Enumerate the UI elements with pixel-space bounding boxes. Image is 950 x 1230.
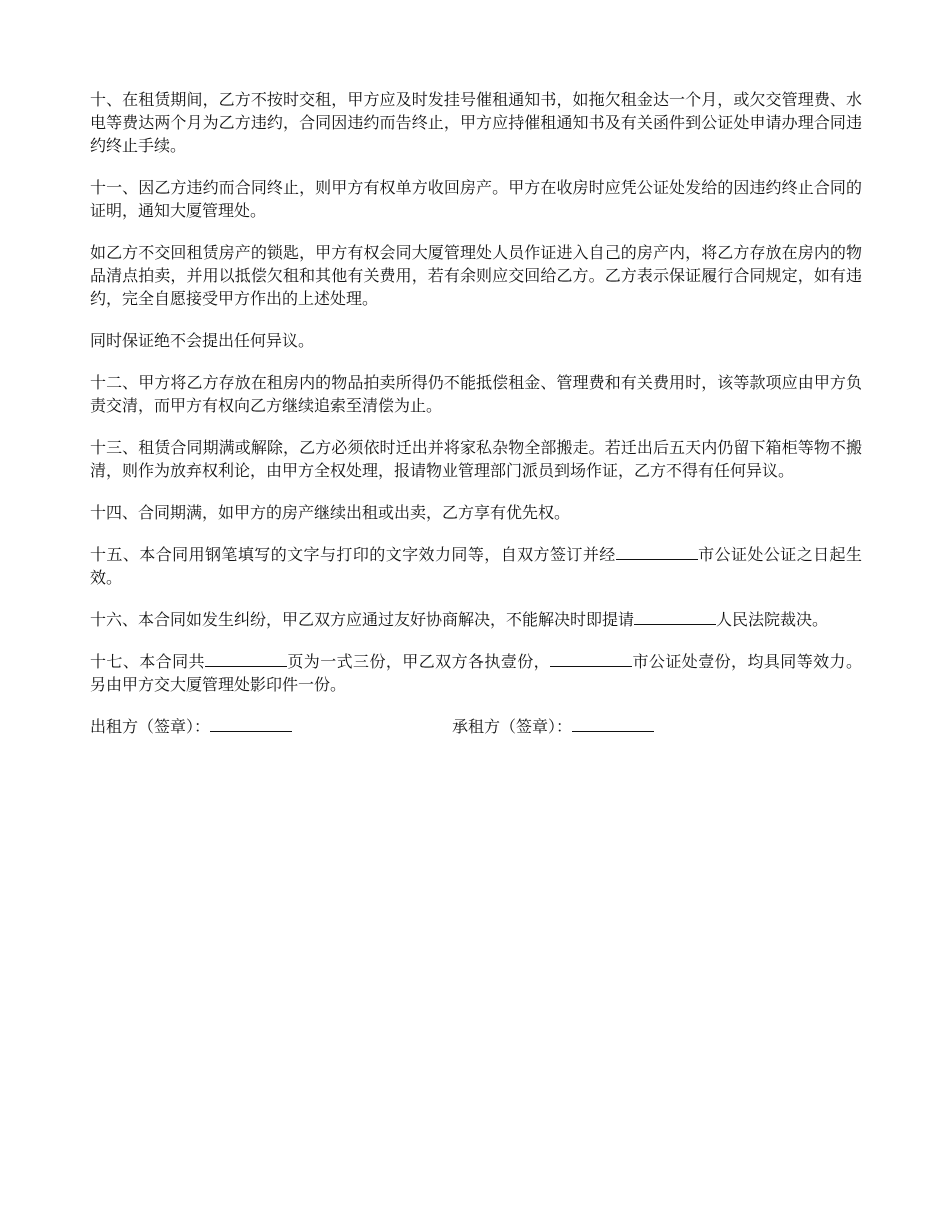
notary-city-blank-2[interactable] <box>550 651 632 667</box>
clause-11-no-objection: 同时保证绝不会提出任何异议。 <box>90 331 315 350</box>
clause-17-text-part3: 市公证处壹份，均具同等效力。另由甲方交大厦管理处影印件一份。 <box>90 652 862 694</box>
clause-14: 十四、合同期满，如甲方的房产继续出租或出卖，乙方享有优先权。 <box>90 503 571 522</box>
clause-16 <box>90 608 862 631</box>
clause-13: 十三、租赁合同期满或解除，乙方必须依时迁出并将家私杂物全部搬走。若迁出后五天内仍留下箱柜等物不搬清，则作为放弃权利论，由甲方全权处理，报请物业管理部门派员到场作证，乙方不得有任何异议。 <box>90 438 862 480</box>
contract-page <box>90 88 862 738</box>
court-blank[interactable] <box>634 609 716 625</box>
notary-city-blank[interactable] <box>616 544 698 560</box>
clause-12: 十二、甲方将乙方存放在租房内的物品拍卖所得仍不能抵偿租金、管理费和有关费用时，该等款项应由甲方负责交清，而甲方有权向乙方继续追索至清偿为止。 <box>90 373 862 415</box>
clause-11: 十一、因乙方违约而合同终止，则甲方有权单方收回房产。甲方在收房时应凭公证处发给的因违约终止合同的证明，通知大厦管理处。 <box>90 178 862 220</box>
clause-15-text-before: 十五、本合同用钢笔填写的文字与打印的文字效力同等，自双方签订并经 <box>90 545 616 564</box>
clause-16-text-after: 人民法院裁决。 <box>716 610 829 629</box>
page-count-blank[interactable] <box>205 651 287 667</box>
lessor-signature-blank[interactable] <box>210 716 292 732</box>
clause-17-text-part2: 页为一式三份，甲乙双方各执壹份， <box>286 652 551 671</box>
lessor-signature <box>90 715 452 738</box>
signature-row <box>90 715 862 738</box>
clause-10: 十、在租赁期间，乙方不按时交租，甲方应及时发挂号催租通知书，如拖欠租金达一个月，或欠交管理费、水电等费达两个月为乙方违约，合同因违约而告终止，甲方应持催租通知书及有关函件到公证处申请办理合同违约终止手续。 <box>90 90 862 155</box>
clause-17-text-part1: 十七、本合同共 <box>90 652 205 671</box>
lessee-signature-label: 承租方（签章）： <box>452 717 573 736</box>
clause-17 <box>90 650 862 696</box>
clause-15-text-after: 市公证处公证之日起生效。 <box>90 545 862 587</box>
clause-15 <box>90 543 862 589</box>
lessor-signature-label: 出租方（签章）： <box>90 717 211 736</box>
clause-11-keys: 如乙方不交回租赁房产的锁匙，甲方有权会同大厦管理处人员作证进入自己的房产内，将乙方存放在房内的物品清点拍卖，并用以抵偿欠租和其他有关费用，若有余则应交回给乙方。乙方表示保证履行合同规定，如有违约，完全自愿接受甲方作出的上述处理。 <box>90 243 862 308</box>
lessee-signature-blank[interactable] <box>572 716 654 732</box>
clause-16-text-before: 十六、本合同如发生纠纷，甲乙双方应通过友好协商解决，不能解决时即提请 <box>90 610 635 629</box>
lessee-signature <box>452 715 814 738</box>
